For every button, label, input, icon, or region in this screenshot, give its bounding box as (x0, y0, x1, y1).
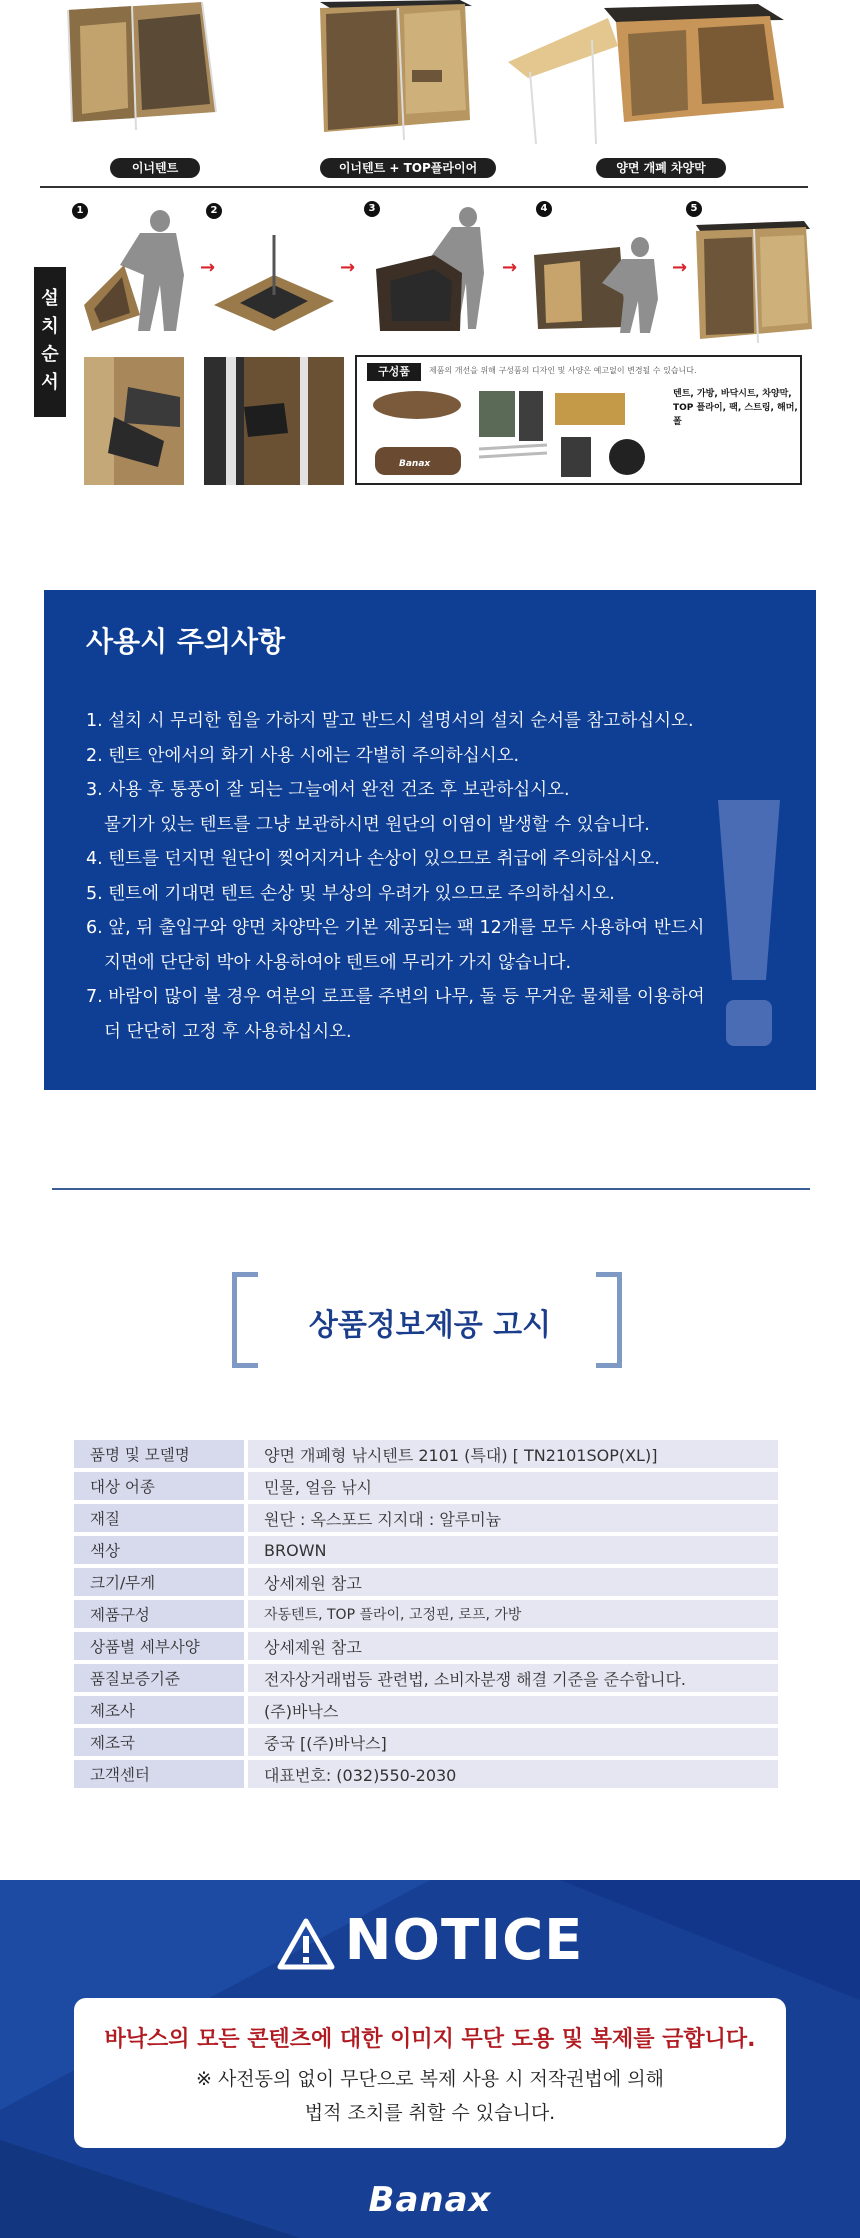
product-image-inner-tent-top-fly (300, 0, 500, 185)
product-info-row (74, 1632, 778, 1660)
product-image-inner-tent (52, 0, 232, 185)
step-arrow-icon: → (200, 257, 216, 278)
product-info-key: 크기/무게 (74, 1568, 244, 1596)
install-order-label: 설치순서 (34, 267, 66, 417)
product-info-key: 제조사 (74, 1696, 244, 1724)
step-3-image (372, 203, 500, 335)
product-info-row (74, 1696, 778, 1724)
product-info-value: 민물, 얼음 낚시 (244, 1472, 778, 1500)
product-info-key: 대상 어종 (74, 1472, 244, 1500)
product-info-key: 품질보증기준 (74, 1664, 244, 1692)
notice-warning-text: 바낙스의 모든 콘텐츠에 대한 이미지 무단 도용 및 복제를 금합니다. (104, 2027, 756, 2052)
step-number-1: 1 (72, 203, 88, 219)
product-info-key: 재질 (74, 1504, 244, 1532)
product-info-value: 대표번호: (032)550-2030 (244, 1760, 778, 1788)
product-info-key: 고객센터 (74, 1760, 244, 1788)
step-arrow-icon: → (672, 257, 688, 278)
product-info-value: 전자상거래법등 관련법, 소비자분쟁 해결 기준을 준수합니다. (244, 1664, 778, 1692)
product-info-key: 색상 (74, 1536, 244, 1564)
caution-item: 1. 설치 시 무리한 힘을 가하지 말고 반드시 설명서의 설치 순서를 참고하십시오. (86, 711, 694, 731)
product-info-row (74, 1536, 778, 1564)
step-4-image (530, 229, 670, 335)
step-2-image (210, 235, 338, 335)
usage-caution-panel (44, 590, 816, 1090)
caution-item: 2. 텐트 안에서의 화기 사용 시에는 각별히 주의하십시오. (86, 745, 520, 766)
product-info-key: 제조국 (74, 1728, 244, 1756)
step-number-2: 2 (206, 203, 222, 219)
notice-message-box (74, 1998, 786, 2148)
step-number-5: 5 (686, 201, 702, 217)
step-5-image (686, 219, 816, 345)
product-info-row (74, 1568, 778, 1596)
product-info-value: 상세제원 참고 (244, 1632, 778, 1660)
product-info-key: 상품별 세부사양 (74, 1632, 244, 1660)
caution-item: 6. 앞, 뒤 출입구와 양면 차양막은 기본 제공되는 팩 12개를 모두 사용하여 반드시 지면에 단단히 박아 사용하여야 텐트에 무리가 가지 않습니다. (86, 918, 705, 973)
notice-title: NOTICE (0, 1908, 860, 1973)
components-bag-logo: Banax (399, 459, 431, 469)
notice-panel (0, 1880, 860, 2238)
step-arrow-icon: → (502, 257, 518, 278)
section-divider-line (40, 186, 808, 188)
caution-list (86, 704, 705, 1049)
components-note: 제품의 개선을 위해 구성품의 디자인 및 사양은 예고없이 변경될 수 있습니다. (429, 366, 697, 375)
step-6-image-b (204, 357, 344, 485)
components-title: 구성품 (367, 363, 421, 381)
product-info-value: (주)바낙스 (244, 1696, 778, 1724)
product-variants (0, 0, 860, 185)
product-info-value: 중국 [(주)바낙스] (244, 1728, 778, 1756)
components-box (355, 355, 802, 485)
product-info-value: 자동텐트, TOP 플라이, 고정핀, 로프, 가방 (244, 1600, 778, 1628)
product-info-value: 상세제원 참고 (244, 1568, 778, 1596)
step-number-3: 3 (364, 201, 380, 217)
caution-item: 7. 바람이 많이 불 경우 여분의 로프를 주변의 나무, 돌 등 무거운 물체를 이용하여 더 단단히 고정 후 사용하십시오. (86, 987, 705, 1042)
product-info-heading (0, 1272, 860, 1368)
exclamation-icon (714, 800, 784, 1060)
caution-item: 5. 텐트에 기대면 텐트 손상 및 부상의 우려가 있으므로 주의하십시오. (86, 883, 615, 904)
caption-inner-tent: 이너텐트 (110, 158, 200, 178)
product-info-row (74, 1728, 778, 1756)
caution-item: 3. 사용 후 통풍이 잘 되는 그늘에서 완전 건조 후 보관하십시오. 물기가 있는 텐트를 그냥 보관하시면 원단의 이염이 발생할 수 있습니다. (86, 780, 650, 835)
caption-awning: 양면 개폐 차양막 (596, 158, 726, 178)
install-guide (0, 195, 860, 495)
step-arrow-icon: → (340, 257, 356, 278)
warning-triangle-icon (277, 1918, 335, 1970)
components-image (367, 387, 667, 483)
notice-body-text: ※ 사전동의 없이 무단으로 복제 사용 시 저작권법에 의해 법적 조치를 취할 수 있습니다. (195, 2068, 665, 2124)
caption-inner-tent-top-fly: 이너텐트 + TOP플라이어 (320, 158, 496, 178)
product-info-row (74, 1472, 778, 1500)
product-info-value: 양면 개폐형 낚시텐트 2101 (특대) [ TN2101SOP(XL)] (244, 1440, 778, 1468)
product-info-table (74, 1436, 778, 1792)
components-list: 텐트, 가방, 바닥시트, 차양막, TOP 플라이, 팩, 스트링, 해머, 폴 (673, 389, 798, 427)
product-info-key: 제품구성 (74, 1600, 244, 1628)
step-6-image-a (84, 357, 184, 485)
product-info-row (74, 1664, 778, 1692)
product-info-row (74, 1760, 778, 1788)
caution-title: 사용시 주의사항 (86, 625, 286, 658)
product-info-title: 상품정보제공 고시 (308, 1308, 552, 1343)
step-1-image (80, 205, 200, 335)
product-info-row (74, 1440, 778, 1468)
product-info-row (74, 1600, 778, 1628)
brand-logo: Banax (368, 2180, 492, 2220)
product-info-row (74, 1504, 778, 1532)
product-info-value: BROWN (244, 1536, 778, 1564)
step-number-4: 4 (536, 201, 552, 217)
section-divider-line (52, 1188, 810, 1190)
product-info-key: 품명 및 모델명 (74, 1440, 244, 1468)
product-image-awning (508, 0, 808, 185)
product-info-value: 원단 : 옥스포드 지지대 : 알루미늄 (244, 1504, 778, 1532)
caution-item: 4. 텐트를 던지면 원단이 찢어지거나 손상이 있으므로 취급에 주의하십시오. (86, 849, 660, 869)
